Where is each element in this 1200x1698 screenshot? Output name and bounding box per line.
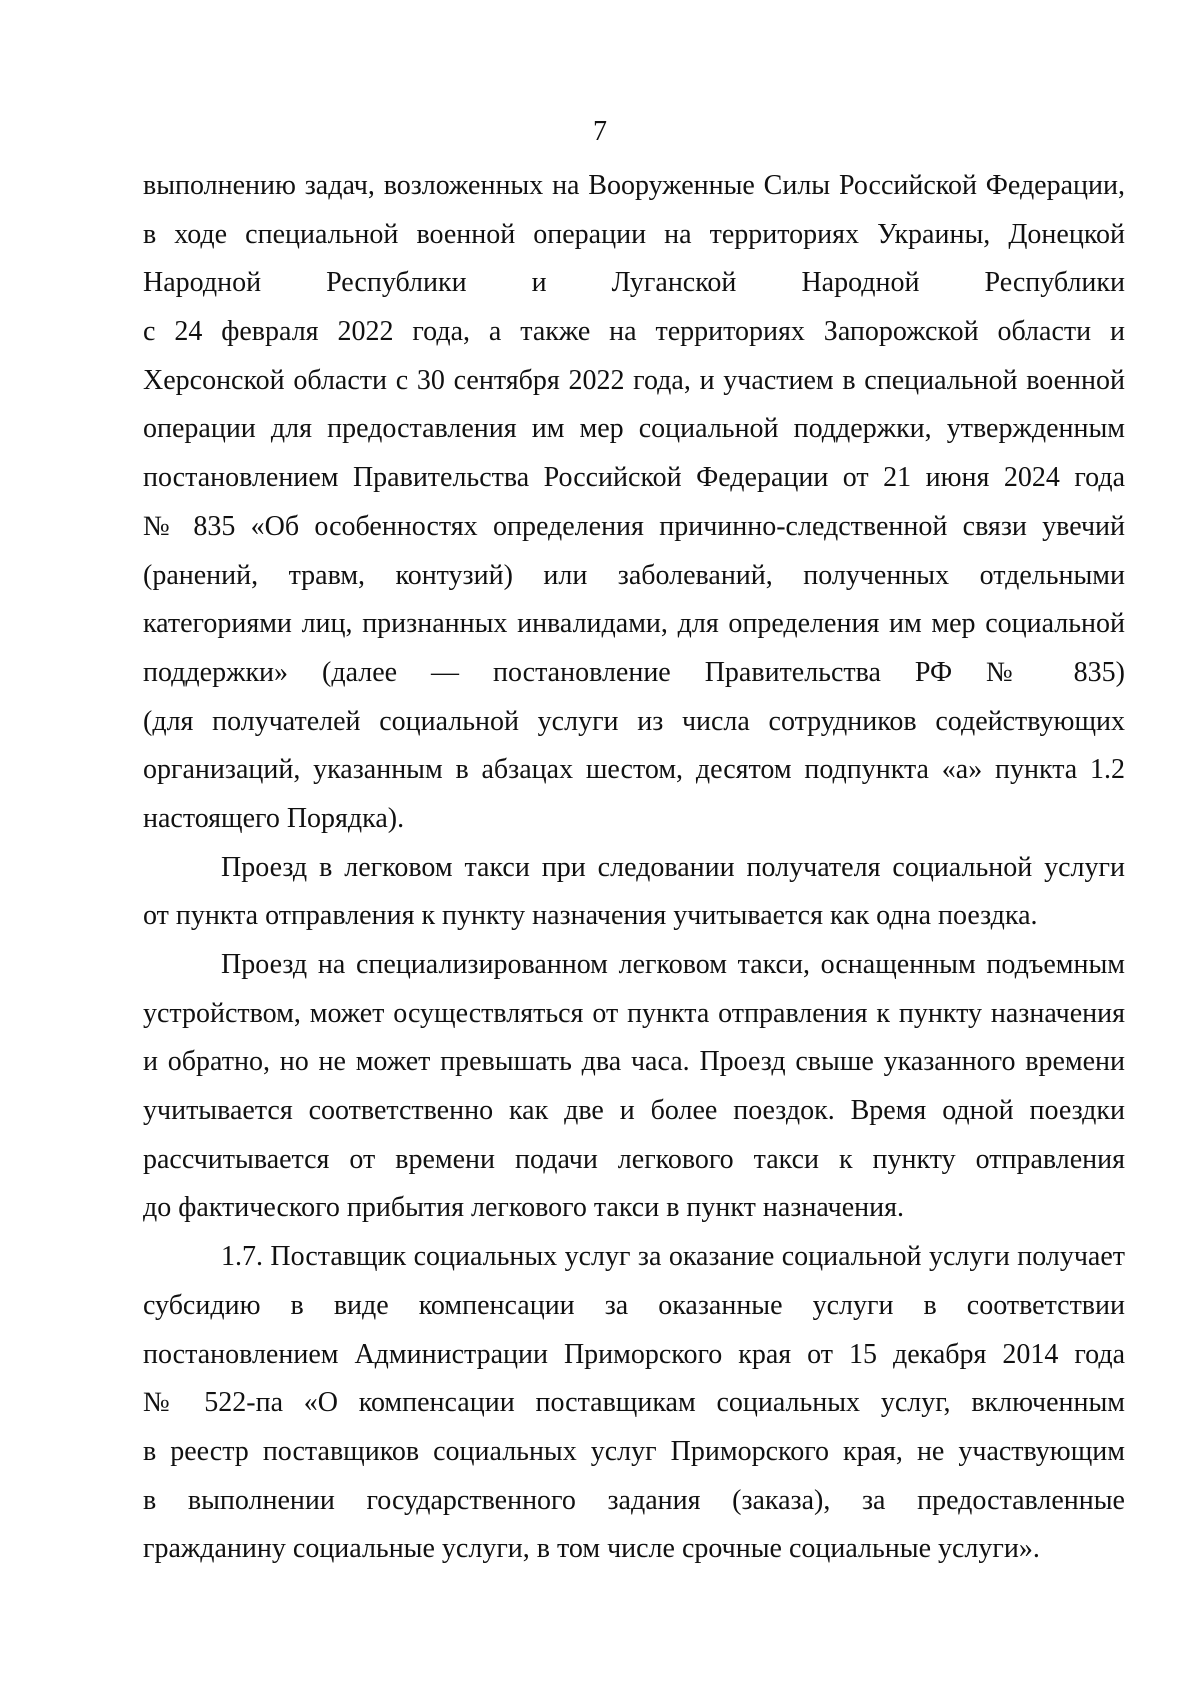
text-line: (ранений, травм, контузий) или заболеваний, полученных отдельными xyxy=(143,559,1125,591)
text-line: постановлением Администрации Приморского края от 15 декабря 2014 года xyxy=(143,1338,1125,1370)
text-line: устройством, может осуществляться от пункта отправления к пункту назначения xyxy=(143,997,1125,1029)
paragraph-taxi-trip xyxy=(143,844,1125,941)
paragraph-continuation xyxy=(143,162,1125,844)
text-line: 1.7. Поставщик социальных услуг за оказание социальной услуги получает xyxy=(221,1241,1125,1273)
page-number: 7 xyxy=(593,116,607,147)
text-line: поддержки» (далее — постановление Правительства РФ № 835) xyxy=(143,656,1125,688)
text-line: от пункта отправления к пункту назначения учитывается как одна поездка. xyxy=(143,900,1038,932)
paragraph-special-taxi xyxy=(143,941,1125,1233)
text-line: (для получателей социальной услуги из числа сотрудников содействующих xyxy=(143,705,1125,737)
text-line: № 835 «Об особенностях определения причинно-следственной связи увечий xyxy=(143,510,1125,542)
text-line: категориями лиц, признанных инвалидами, для определения им мер социальной xyxy=(143,608,1125,640)
text-line: организаций, указанным в абзацах шестом, десятом подпункта «а» пункта 1.2 xyxy=(143,754,1125,786)
text-line: рассчитывается от времени подачи легкового такси к пункту отправления xyxy=(143,1143,1125,1175)
text-line: Народной Республики и Луганской Народной Республики xyxy=(143,267,1125,299)
text-line: в ходе специальной военной операции на территориях Украины, Донецкой xyxy=(143,218,1125,250)
text-line: настоящего Порядка). xyxy=(143,802,405,834)
text-line: до фактического прибытия легкового такси в пункт назначения. xyxy=(143,1192,904,1224)
text-line: Херсонской области с 30 сентября 2022 года, и участием в специальной военной xyxy=(143,364,1125,396)
text-line: учитывается соответственно как две и более поездок. Время одной поездки xyxy=(143,1095,1125,1127)
text-line: в выполнении государственного задания (заказа), за предоставленные xyxy=(143,1484,1125,1516)
text-line: и обратно, но не может превышать два часа. Проезд свыше указанного времени xyxy=(143,1046,1125,1078)
text-line: Проезд на специализированном легковом такси, оснащенным подъемным xyxy=(221,949,1125,980)
paragraph-1-7-subsidy xyxy=(143,1233,1125,1574)
text-line: операции для предоставления им мер социальной поддержки, утвержденным xyxy=(143,413,1125,445)
text-line: гражданину социальные услуги, в том числе срочные социальные услуги». xyxy=(143,1533,1040,1565)
text-line: с 24 февраля 2022 года, а также на территориях Запорожской области и xyxy=(143,316,1125,348)
document-body xyxy=(143,162,1125,1574)
text-line: субсидию в виде компенсации за оказанные услуги в соответствии xyxy=(143,1289,1125,1321)
text-line: постановлением Правительства Российской Федерации от 21 июня 2024 года xyxy=(143,462,1125,494)
text-line: в реестр поставщиков социальных услуг Приморского края, не участвующим xyxy=(143,1435,1125,1467)
text-line: № 522-па «О компенсации поставщикам социальных услуг, включенным xyxy=(143,1387,1125,1419)
text-line: выполнению задач, возложенных на Вооруженные Силы Российской Федерации, xyxy=(143,170,1125,201)
text-line: Проезд в легковом такси при следовании получателя социальной услуги xyxy=(221,851,1125,883)
